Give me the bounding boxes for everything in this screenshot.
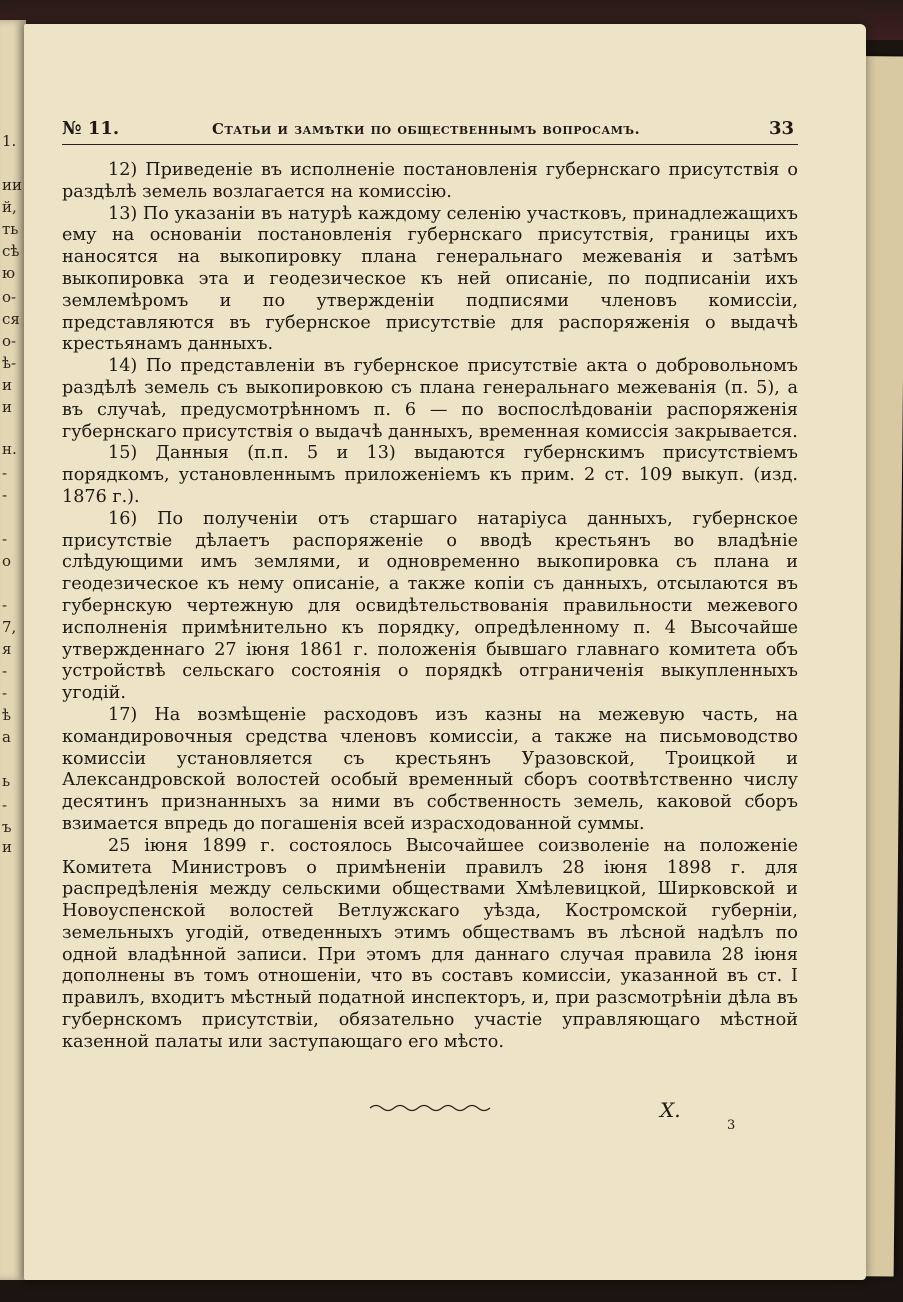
left-fragment: о-	[2, 288, 17, 306]
paragraph-17: 17) На возмѣщеніе расходовъ изъ казны на межевую часть, на командировочныя средства членовъ комиссіи, а также на письмоводство комиссіи установляется съ крестьянъ Уразовской, Троицкой и Александровской волостей особый временный сборъ соотвѣтственно числу десятинъ признанныхъ за ними въ собственность земель, каковой сборъ взимается впредь до погашенія всей израсходованной суммы.	[62, 704, 798, 834]
left-fragment: и	[2, 838, 12, 856]
paragraph-12: 12) Приведеніе въ исполненіе постановленія губернскаго присутствія о раздѣлѣ земель возлагается на комиссію.	[62, 160, 798, 202]
left-fragment: о-	[2, 332, 17, 350]
left-fragment: ѣ-	[2, 354, 17, 372]
left-fragment: -	[2, 662, 8, 680]
ornamental-rule	[368, 1102, 492, 1114]
book-page	[24, 24, 866, 1280]
left-page-edge	[0, 20, 26, 1280]
left-fragment: -	[2, 596, 8, 614]
left-fragment: -	[2, 464, 8, 482]
left-fragment: а	[2, 728, 11, 746]
paragraph-16: 16) По полученіи отъ старшаго натаріуса данныхъ, губернское присутствіе дѣлаетъ распоряженіе о вводѣ крестьянъ во владѣніе слѣдующими имъ землями, и одновременно выкопировка съ плана и геодезическое къ нему описаніе, а также копіи съ данныхъ, отсылаются въ губернскую чертежную для освидѣтельствованія правильности межевого исполненія примѣнительно къ порядку, опредѣленному п. 4 Высочайше утвержденнаго 27 іюня 1861 г. положенія бывшаго главнаго комитета объ устройствѣ сельскаго состоянія о порядкѣ отграниченія выкупленныхъ угодій.	[62, 508, 798, 704]
left-fragment: 7,	[2, 618, 17, 636]
page-number: 33	[768, 118, 794, 139]
left-fragment: и	[2, 376, 12, 394]
left-fragment: ии	[2, 176, 22, 194]
issue-number: № 11.	[62, 118, 120, 139]
left-fragment: ся	[2, 310, 20, 328]
page-body	[62, 160, 798, 1054]
left-fragment: я	[2, 640, 12, 658]
running-header	[62, 118, 798, 145]
paragraph-13: 13) По указаніи въ натурѣ каждому селенію участковъ, принадлежащихъ ему на основаніи постановленія губернскаго присутствія, границы ихъ наносятся на выкопировку плана генеральнаго межеванія и затѣмъ выкопировка эта и геодезическое къ ней описаніе, по подписаніи ихъ землемѣромъ и по утвержденіи подписями членовъ комиссіи, представляются въ губернское присутствіе для распоряженія о выдачѣ крестьянамъ данныхъ.	[62, 203, 798, 355]
left-fragment: й,	[2, 198, 17, 216]
left-fragment: ю	[2, 264, 16, 282]
author-signature: X.	[660, 1098, 681, 1122]
left-fragment: н.	[2, 440, 17, 458]
signature-mark: 3	[727, 1118, 736, 1133]
paragraph-15: 15) Данныя (п.п. 5 и 13) выдаются губернскимъ присутствіемъ порядкомъ, установленнымъ приложеніемъ къ прим. 2 ст. 109 выкуп. (изд. 1876 г.).	[62, 443, 798, 507]
left-fragment: -	[2, 796, 8, 814]
left-fragment: ь	[2, 772, 11, 790]
left-fragment: 1.	[2, 132, 17, 150]
left-fragment: -	[2, 486, 8, 504]
left-fragment: о	[2, 552, 12, 570]
section-title: Статьи и замѣтки по общественнымъ вопросамъ.	[212, 120, 641, 138]
left-fragment: ть	[2, 220, 19, 238]
left-fragment: -	[2, 530, 8, 548]
left-fragment: ъ	[2, 818, 12, 836]
paragraph-14: 14) По представленіи въ губернское присутствіе акта о добровольномъ раздѣлѣ земель съ выкопировкою съ плана генеральнаго межеванія (п. 5), а въ случаѣ, предусмотрѣнномъ п. 6 — по воспослѣдованіи распоряженія губернскаго присутствія о выдачѣ данныхъ, временная комиссія закрывается.	[62, 356, 798, 442]
left-fragment: и	[2, 398, 12, 416]
left-fragment: ѣ	[2, 706, 12, 724]
left-fragment: -	[2, 684, 8, 702]
left-fragment: сѣ	[2, 242, 20, 260]
paragraph-decree: 25 іюня 1899 г. состоялось Высочайшее соизволеніе на положеніе Комитета Министровъ о примѣненіи правилъ 28 іюня 1898 г. для распредѣленія между сельскими обществами Хмѣлевицкой, Ширковской и Новоуспенской волостей Ветлужскаго уѣзда, Костромской губерніи, земельныхъ угодій, отведенныхъ этимъ обществамъ въ лѣсной надѣлъ по одной владѣнной записи. При этомъ для даннаго случая правила 28 іюня дополнены въ томъ отношеніи, что въ составъ комиссіи, указанной въ ст. I правилъ, входитъ мѣстный податной инспекторъ, и, при разсмотрѣніи дѣла въ губернскомъ присутствіи, обязательно участіе управляющаго мѣстной казенной палаты или заступающаго его мѣсто.	[62, 835, 798, 1052]
